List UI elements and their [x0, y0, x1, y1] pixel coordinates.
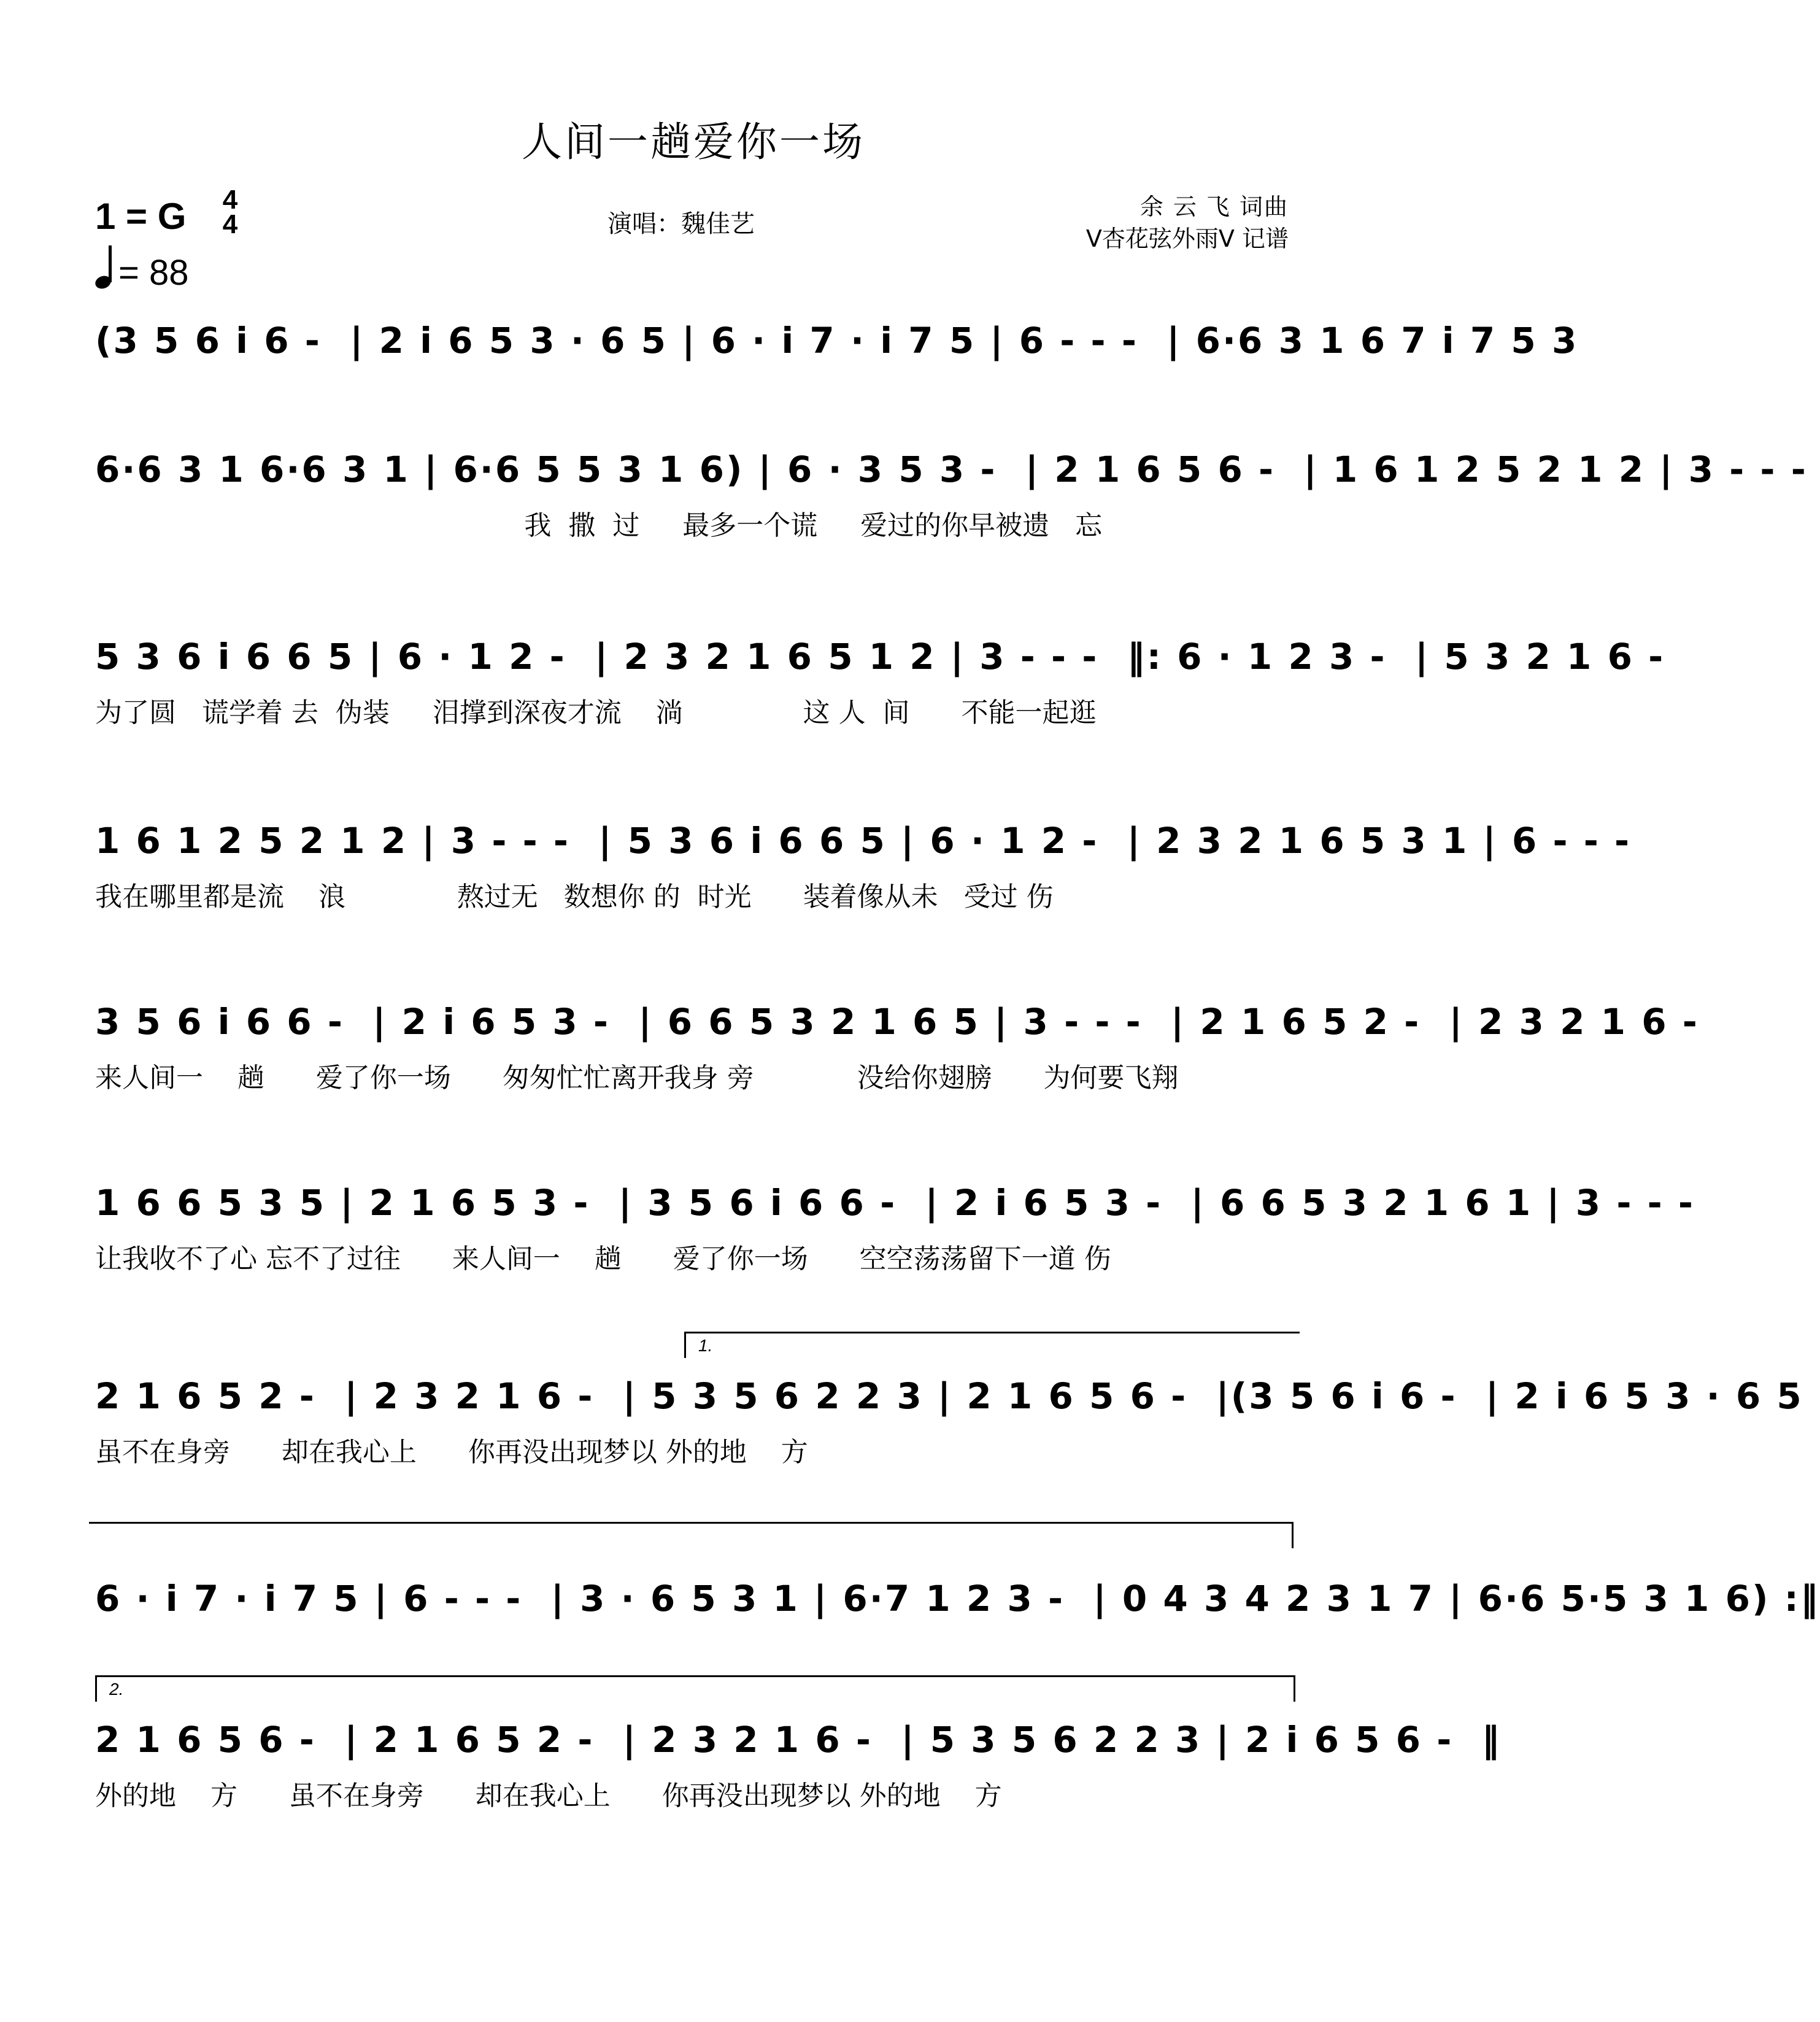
notation-line: 2 1 6 5 6 - | 2 1 6 5 2 - | 2 3 2 1 6 - | 5 3 5 6 2 2 3 | 2 i 6 5 6 - ‖ — [95, 1719, 1502, 1761]
quarter-note-icon — [95, 244, 114, 293]
score-system-8 — [95, 1546, 1820, 1669]
score-system-9 — [95, 1680, 1502, 1812]
score-system-6 — [95, 1151, 1695, 1275]
key-signature: 1 = G — [95, 196, 187, 237]
singer-credit: 演唱：魏佳艺 — [607, 210, 755, 238]
lyric-line: 来人间一 趟 爱了你一场 匆匆忙忙离开我身 旁 没给你翅膀 为何要飞翔 — [95, 1062, 1179, 1094]
score-system-5 — [95, 970, 1699, 1094]
lyric-line: 虽不在身旁 却在我心上 你再没出现梦以 外的地 方 — [95, 1437, 808, 1468]
score-system-4 — [95, 789, 1632, 913]
second-ending-label: 2. — [109, 1680, 124, 1699]
notation-line: (3 5 6 i 6 - | 2 i 6 5 3 · 6 5 | 6 · i 7 · i 7 5 | 6 - - - | 6·6 3 1 6 7 i 7 5 3 — [95, 320, 1579, 361]
transcriber-credit: V杏花弦外雨V 记谱 — [1085, 225, 1289, 252]
lyric-line: 为了圆 谎学着 去 伪装 泪撑到深夜才流 淌 这 人 间 不能一起逛 — [95, 697, 1097, 728]
notation-line: 5 3 6 i 6 6 5 | 6 · 1 2 - | 2 3 2 1 6 5 1 2 | 3 - - - ‖: 6 · 1 2 3 - | 5 3 2 1 6 - — [95, 636, 1665, 677]
lyric-line: 外的地 方 虽不在身旁 却在我心上 你再没出现梦以 外的地 方 — [95, 1780, 1002, 1812]
notation-line: 1 6 1 2 5 2 1 2 | 3 - - - | 5 3 6 i 6 6 5 | 6 · 1 2 - | 2 3 2 1 6 5 3 1 | 6 - - - — [95, 820, 1632, 862]
lyric-line — [95, 374, 1292, 411]
lyricist-credit: 余 云 飞 词曲 — [1139, 193, 1289, 220]
notation-line: 6·6 3 1 6·6 3 1 | 6·6 5 5 3 1 6) | 6 · 3 5 3 - | 2 1 6 5 6 - | 1 6 1 2 5 2 1 2 | 3 - - - — [95, 449, 1808, 490]
lyric-line: 我在哪里都是流 浪 熬过无 数想你 的 时光 装着像从未 受过 伤 — [95, 881, 1054, 913]
lyric-line: 我 撒 过 最多一个谎 爱过的你早被遗 忘 — [95, 510, 1103, 541]
score-system-3 — [95, 604, 1665, 728]
tempo-marking — [95, 244, 189, 293]
tempo-value: = 88 — [118, 253, 189, 293]
notation-line: 3 5 6 i 6 6 - | 2 i 6 5 3 - | 6 6 5 3 2 1 6 5 | 3 - - - | 2 1 6 5 2 - | 2 3 2 1 6 - — [95, 1001, 1699, 1043]
notation-line: 2 1 6 5 2 - | 2 3 2 1 6 - | 5 3 5 6 2 2 3 | 2 1 6 5 6 - |(3 5 6 i 6 - | 2 i 6 5 3 · 6 5 — [95, 1375, 1803, 1417]
score-system-2 — [95, 417, 1808, 541]
notation-line: 6 · i 7 · i 7 5 | 6 - - - | 3 · 6 5 3 1 | 6·7 1 2 3 - | 0 4 3 4 2 3 1 7 | 6·6 5·5 3 1 6) :‖ — [95, 1578, 1820, 1619]
meter-top: 4 — [222, 185, 238, 215]
first-ending-label: 1. — [698, 1336, 713, 1355]
notation-line: 1 6 6 5 3 5 | 2 1 6 5 3 - | 3 5 6 i 6 6 - | 2 i 6 5 3 - | 6 6 5 3 2 1 6 1 | 3 - - - — [95, 1182, 1695, 1224]
song-title: 人间一趟爱你一场 — [522, 118, 865, 166]
score-system-7 — [95, 1336, 1803, 1468]
time-signature — [216, 185, 244, 239]
ending-bracket-continuation — [89, 1522, 1294, 1548]
lyric-line — [95, 1632, 1292, 1669]
score-system-1 — [95, 288, 1579, 411]
meter-bottom: 4 — [222, 209, 238, 239]
lyric-line: 让我收不了心 忘不了过往 来人间一 趟 爱了你一场 空空荡荡留下一道 伤 — [95, 1243, 1111, 1275]
